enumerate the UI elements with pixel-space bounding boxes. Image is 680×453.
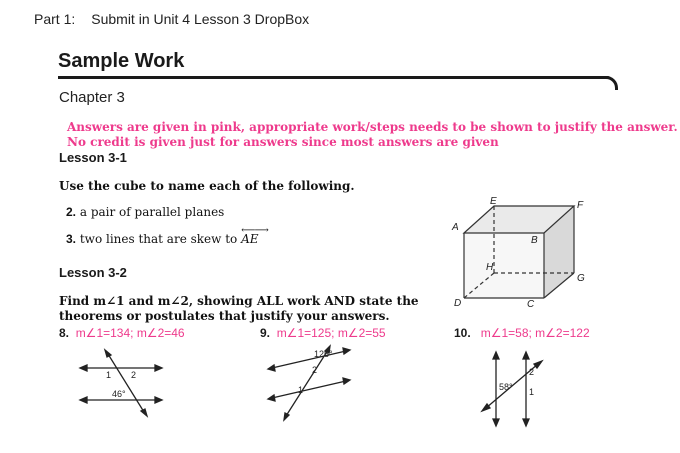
question-3-text: two lines that are skew to: [79, 232, 238, 246]
answer-9-number: 9.: [260, 326, 271, 340]
answer-8-value: m∠1=134; m∠2=46: [75, 326, 185, 340]
fig10-angle-2: 2: [529, 367, 535, 377]
lesson-3-1-heading: Lesson 3-1: [59, 150, 127, 165]
cube-label-d: D: [454, 298, 462, 309]
title-rule: [58, 76, 611, 79]
answer-note-line2: No credit is given just for answers since most answers are given: [67, 135, 499, 149]
fig8-given-angle: 46°: [112, 389, 126, 399]
page-title: Sample Work: [58, 50, 185, 72]
answer-8-number: 8.: [59, 326, 70, 340]
answer-note-line1: Answers are given in pink, appropriate work/steps needs to be shown to justify the answer.: [67, 120, 678, 134]
answer-9-value: m∠1=125; m∠2=55: [276, 326, 386, 340]
fig9-angle-1: 1: [298, 385, 304, 395]
fig9-angle-2: 2: [312, 365, 318, 375]
question-3: [66, 225, 268, 246]
answer-10-number: 10.: [454, 326, 471, 340]
fig8-angle-1: 1: [106, 370, 112, 380]
lesson-3-2-heading: Lesson 3-2: [59, 265, 127, 280]
part-instructions: Submit in Unit 4 Lesson 3 DropBox: [91, 11, 310, 27]
cube-instructions: Use the cube to name each of the following.: [59, 179, 355, 193]
find-instructions-line1: Find m∠1 and m∠2, showing ALL work AND state the: [59, 294, 419, 308]
line-arrow-icon: ⟵⟶: [241, 225, 268, 236]
title-rule-tail: [604, 76, 618, 90]
answer-9: [260, 326, 386, 340]
figure-9: [262, 346, 362, 421]
cube-figure: [448, 198, 588, 308]
cube-label-c: C: [527, 299, 535, 310]
find-instructions-line2: theorems or postulates that justify your answers.: [59, 309, 390, 323]
fig10-given-angle: 58°: [499, 382, 513, 392]
cube-label-f: F: [577, 200, 584, 211]
cube-label-g: G: [577, 273, 585, 284]
figure-10: [482, 350, 552, 430]
chapter-heading: Chapter 3: [59, 89, 125, 106]
question-2: [66, 205, 224, 219]
line-ae: [241, 225, 268, 246]
figure-8: [78, 350, 178, 420]
fig8-angle-2: 2: [131, 370, 137, 380]
question-2-text: a pair of parallel planes: [79, 205, 225, 219]
question-2-number: 2.: [66, 205, 77, 219]
answer-10: [454, 326, 590, 340]
cube-label-e: E: [490, 196, 497, 207]
line-ae-label: AE: [241, 232, 259, 246]
answer-8: [59, 326, 185, 340]
cube-label-h: H: [486, 262, 494, 273]
question-3-number: 3.: [66, 232, 77, 246]
fig10-angle-1: 1: [529, 387, 535, 397]
cube-label-a: A: [452, 222, 459, 233]
fig9-given-angle: 125°: [314, 349, 333, 359]
part-label: Part 1:: [34, 11, 76, 27]
part-header: [34, 11, 309, 27]
answer-10-value: m∠1=58; m∠2=122: [480, 326, 590, 340]
cube-label-b: B: [531, 235, 538, 246]
